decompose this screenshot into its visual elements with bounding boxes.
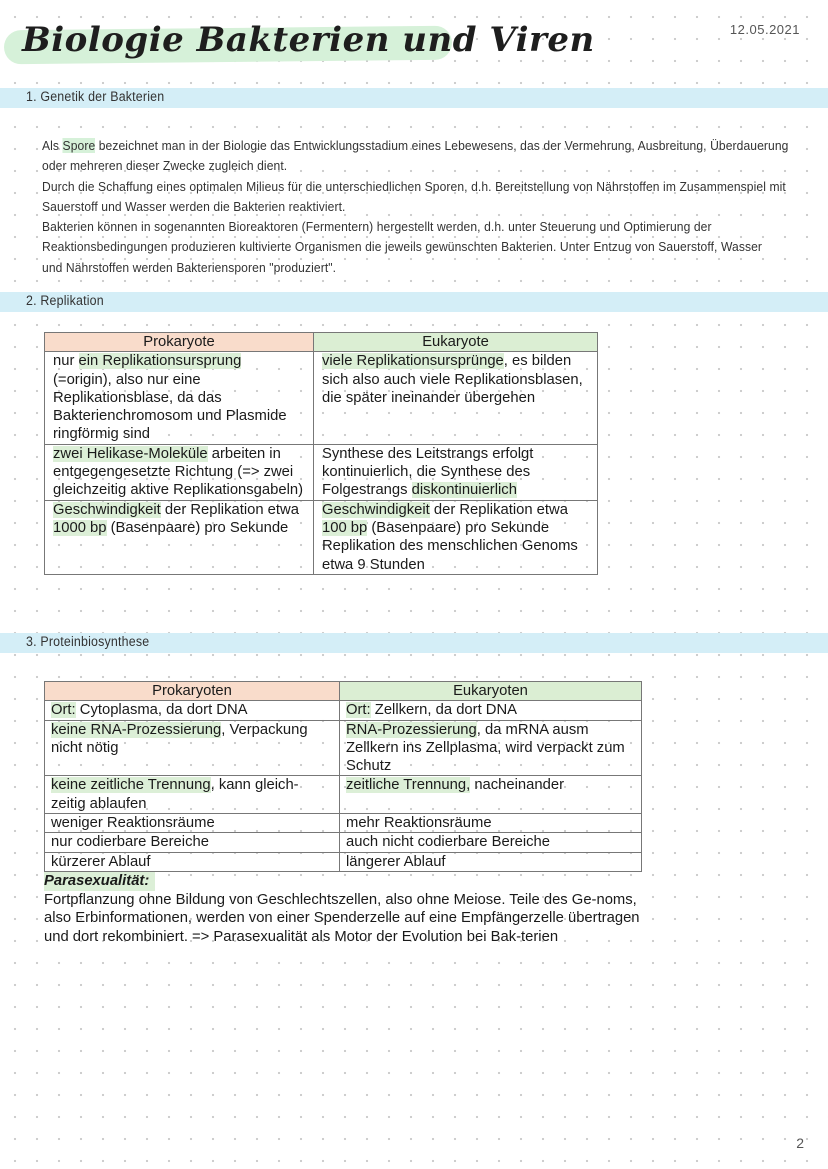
proteinbiosynthese-table — [44, 681, 642, 872]
table-cell: RNA-Prozessierung, da mRNA ausm Zellkern ins Zellplasma, wird verpackt zum Schutz — [340, 720, 642, 776]
intro-line: Bakterien können in sogenannten Bioreaktoren (Fermentern) hergestellt werden, d.h. unter Steuerung und Optimierung der — [42, 219, 712, 235]
title-block — [4, 14, 595, 66]
table-cell: längerer Ablauf — [340, 852, 642, 871]
intro-line: und Nährstoffen werden Bakteriensporen "produziert". — [42, 259, 337, 275]
column-header-prokaryote: Prokaryote — [45, 333, 314, 352]
table-cell: kürzerer Ablauf — [45, 852, 340, 871]
intro-line: Sauerstoff und Wasser werden die Bakterien reaktiviert. — [42, 198, 346, 214]
parasexualitaet-heading: Parasexualität: — [44, 872, 155, 891]
parasexualitaet-text: Fortpflanzung ohne Bildung von Geschlechtszellen, also ohne Meiose. Teile des Ge-noms, also Erbinformationen, werden von einer Spenderzelle auf eine Empfängerzelle übertragen und dort rekombiniert. => Parasexualität als Motor der Evolution bei Bak-terien — [44, 891, 640, 945]
table-cell: viele Replikationsursprünge, es bilden sich also auch viele Replikationsblasen, die später ineinander übergehen — [314, 352, 598, 444]
table-row — [45, 444, 598, 500]
section-heading-proteinbiosynthese — [0, 633, 828, 653]
page-date: 12.05.2021 — [729, 22, 800, 37]
parasexualitaet-block — [44, 872, 646, 946]
table-cell: auch nicht codierbare Bereiche — [340, 833, 642, 852]
table-cell: nur ein Replikationsursprung (=origin), also nur eine Replikationsblase, da das Bakterienchromosom und Plasmide ringförmig sind — [45, 352, 314, 444]
table-cell: Ort: Cytoplasma, da dort DNA — [45, 701, 340, 720]
page-title: Biologie Bakterien und Viren — [22, 20, 595, 60]
replikation-table — [44, 332, 598, 575]
table-header-row — [45, 682, 642, 701]
table-cell: zwei Helikase-Moleküle arbeiten in entgegengesetzte Richtung (=> zwei gleichzeitig aktive Replikationsgabeln) — [45, 444, 314, 500]
table-cell: Geschwindigkeit der Replikation etwa 1000 bp (Basenpaare) pro Sekunde — [45, 500, 314, 574]
table-row — [45, 720, 642, 776]
section-heading-replikation — [0, 292, 828, 312]
table-header-row — [45, 333, 598, 352]
section-label: 1. Genetik der Bakterien — [26, 89, 165, 104]
table-row — [45, 701, 642, 720]
table-cell: Ort: Zellkern, da dort DNA — [340, 701, 642, 720]
table-cell: nur codierbare Bereiche — [45, 833, 340, 852]
table-cell: keine RNA-Prozessierung, Verpackung nicht nötig — [45, 720, 340, 776]
intro-line: Als Spore bezeichnet man in der Biologie das Entwicklungsstadium eines Lebewesens, das der Vermehrung, Ausbreitung, Überdauerung — [42, 138, 789, 153]
table-cell: zeitliche Trennung, nacheinander — [340, 776, 642, 814]
table-cell: Synthese des Leitstrangs erfolgt kontinuierlich, die Synthese des Folgestrangs diskontinuierlich — [314, 444, 598, 500]
column-header-eukaryoten: Eukaryoten — [340, 682, 642, 701]
column-header-eukaryote: Eukaryote — [314, 333, 598, 352]
table-row — [45, 500, 598, 574]
intro-line: Reaktionsbedingungen produzieren kultivierte Organismen die jeweils gewünschten Bakterien. Unter Entzug von Sauerstoff, Wasser — [42, 239, 763, 255]
table-cell: weniger Reaktionsräume — [45, 814, 340, 833]
table-row — [45, 776, 642, 814]
section-heading-genetik — [0, 88, 828, 108]
table-row — [45, 352, 598, 444]
table-cell: keine zeitliche Trennung, kann gleich-zeitig ablaufen — [45, 776, 340, 814]
table-cell: Geschwindigkeit der Replikation etwa 100 bp (Basenpaare) pro Sekunde Replikation des menschlichen Genoms etwa 9 Stunden — [314, 500, 598, 574]
intro-text — [42, 136, 817, 278]
table-cell: mehr Reaktionsräume — [340, 814, 642, 833]
column-header-prokaryoten: Prokaryoten — [45, 682, 340, 701]
intro-line: Durch die Schaffung eines optimalen Milieus für die unterschiedlichen Sporen, d.h. Bereitstellung von Nährstoffen im Zusammenspiel mit — [42, 178, 786, 194]
table-row — [45, 814, 642, 833]
section-label: 2. Replikation — [26, 293, 104, 308]
section-label: 3. Proteinbiosynthese — [26, 634, 150, 649]
intro-line: oder mehreren dieser Zwecke zugleich dient. — [42, 158, 288, 174]
table-row — [45, 833, 642, 852]
table-row — [45, 852, 642, 871]
page-number: 2 — [796, 1135, 804, 1151]
